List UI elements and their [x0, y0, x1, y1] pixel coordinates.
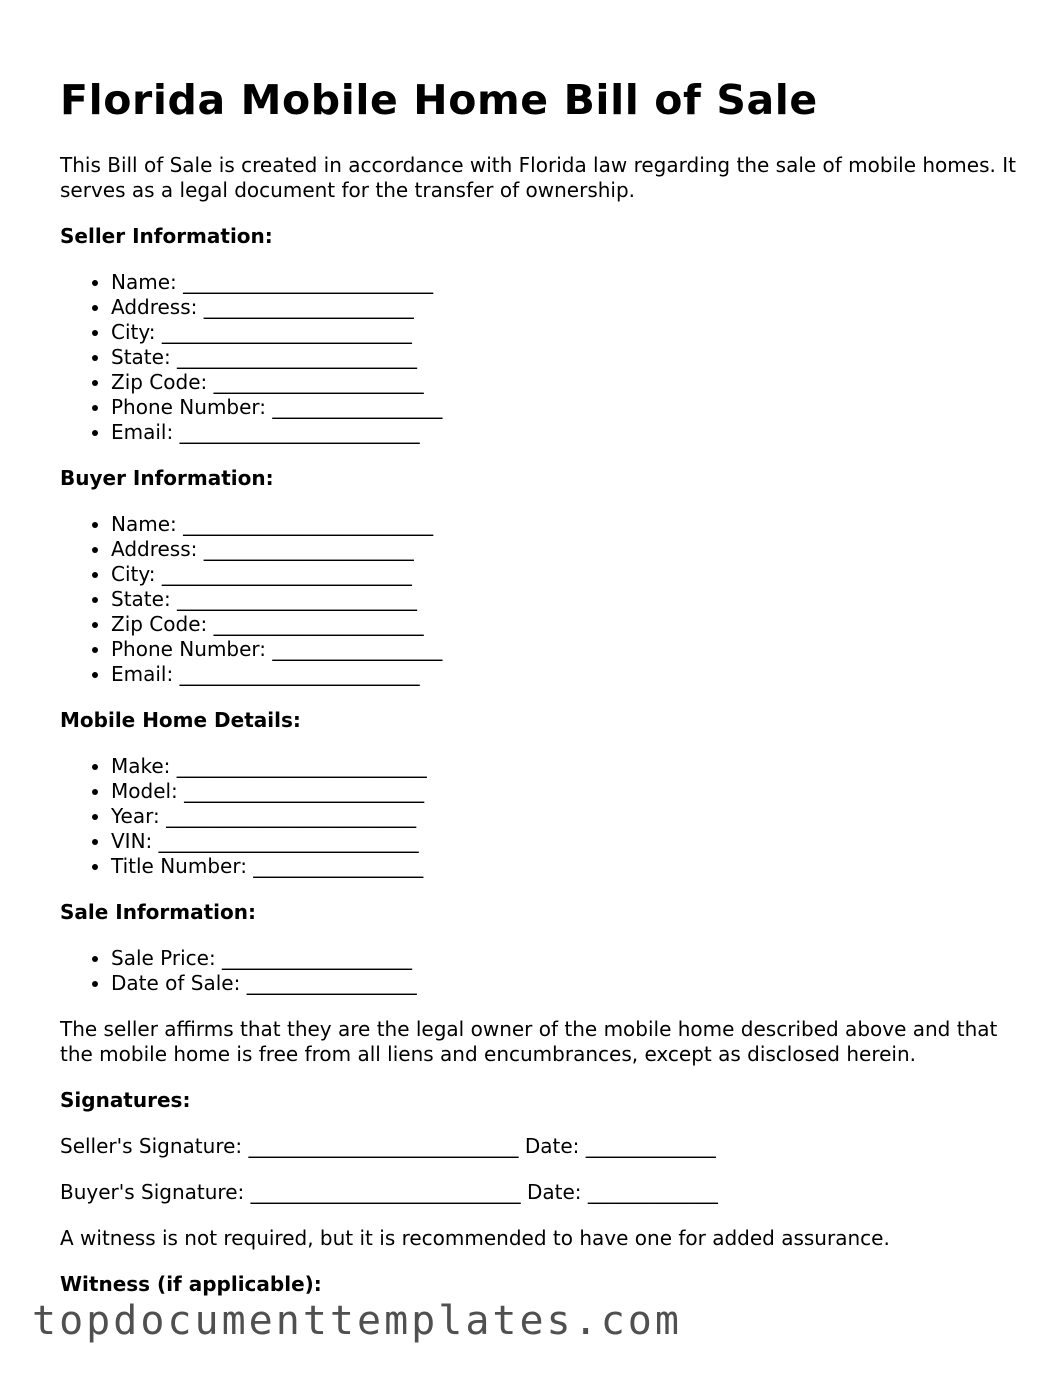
year-field: • Year: _________________________ — [111, 804, 1020, 829]
intro-paragraph: This Bill of Sale is created in accordance with Florida law regarding the sale of mobile homes. It serves as a legal document for the transfer of ownership. — [60, 153, 1016, 202]
sale-price-field: • Sale Price: ___________________ — [111, 946, 1020, 971]
date-of-sale-field: • Date of Sale: _________________ — [111, 971, 1020, 996]
buyer-signature-line: Buyer's Signature: ___________________________ Date: _____________ — [60, 1180, 718, 1204]
make-field: • Make: _________________________ — [111, 754, 1020, 779]
vin-field: • VIN: __________________________ — [111, 829, 1020, 854]
mobile-home-heading: Mobile Home Details: — [60, 708, 301, 732]
buyer-email-field: • Email: ________________________ — [111, 662, 1020, 687]
sale-field-list — [60, 946, 1020, 996]
seller-city-field: • City: _________________________ — [111, 320, 1020, 345]
seller-field-list — [60, 270, 1020, 445]
buyer-zip-field: • Zip Code: _____________________ — [111, 612, 1020, 637]
mobile-home-field-list — [60, 754, 1020, 879]
seller-signature-line: Seller's Signature: ___________________________ Date: _____________ — [60, 1134, 716, 1158]
witness-heading: Witness (if applicable): — [60, 1272, 322, 1296]
buyer-name-field: • Name: _________________________ — [111, 512, 1020, 537]
seller-address-field: • Address: _____________________ — [111, 295, 1020, 320]
signatures-heading: Signatures: — [60, 1088, 191, 1112]
seller-heading: Seller Information: — [60, 224, 273, 248]
seller-email-field: • Email: ________________________ — [111, 420, 1020, 445]
affirmation-paragraph: The seller affirms that they are the legal owner of the mobile home described above and that the mobile home is free from all liens and encumbrances, except as disclosed herein. — [60, 1017, 998, 1066]
buyer-field-list — [60, 512, 1020, 687]
buyer-city-field: • City: _________________________ — [111, 562, 1020, 587]
seller-zip-field: • Zip Code: _____________________ — [111, 370, 1020, 395]
sale-heading: Sale Information: — [60, 900, 256, 924]
document-title: Florida Mobile Home Bill of Sale — [60, 76, 818, 124]
document-page — [60, 74, 1020, 1297]
buyer-heading: Buyer Information: — [60, 466, 274, 490]
buyer-phone-field: • Phone Number: _________________ — [111, 637, 1020, 662]
watermark-text: topdocumenttemplates.com — [32, 1298, 682, 1344]
title-number-field: • Title Number: _________________ — [111, 854, 1020, 879]
witness-note: A witness is not required, but it is recommended to have one for added assurance. — [60, 1226, 890, 1250]
buyer-state-field: • State: ________________________ — [111, 587, 1020, 612]
seller-phone-field: • Phone Number: _________________ — [111, 395, 1020, 420]
model-field: • Model: ________________________ — [111, 779, 1020, 804]
seller-state-field: • State: ________________________ — [111, 345, 1020, 370]
buyer-address-field: • Address: _____________________ — [111, 537, 1020, 562]
seller-name-field: • Name: _________________________ — [111, 270, 1020, 295]
